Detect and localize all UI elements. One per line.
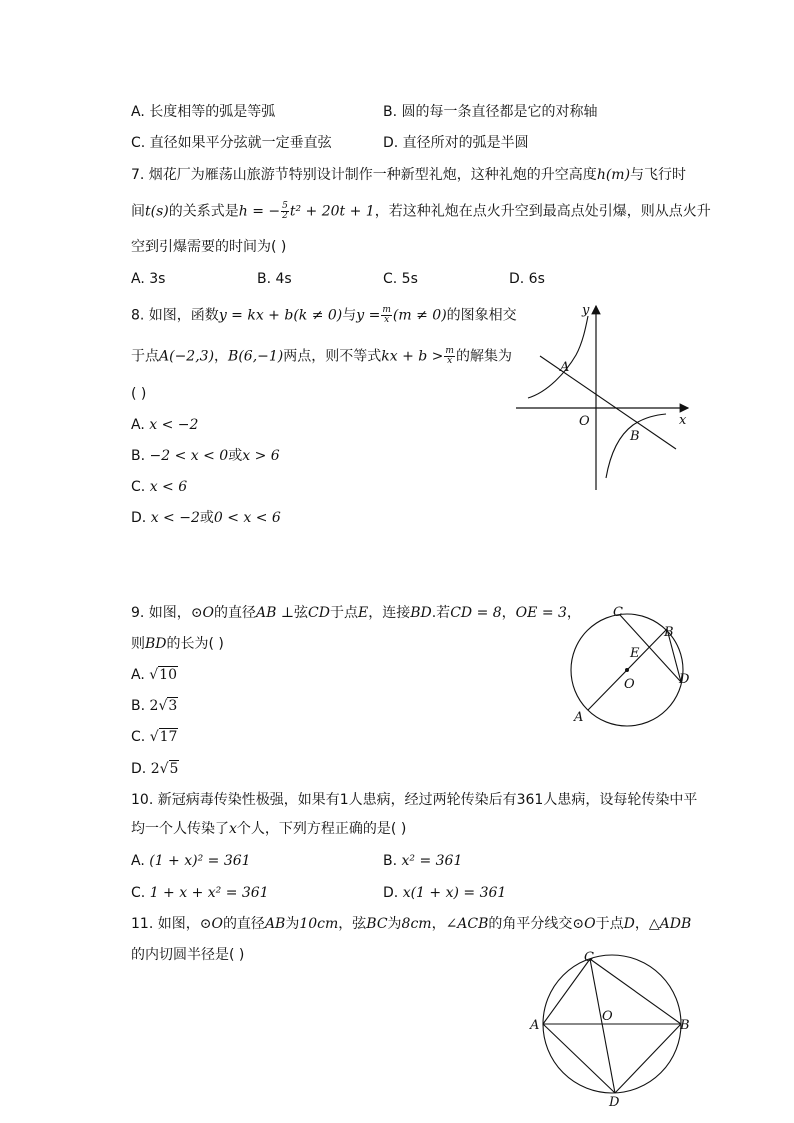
label-a: A [530, 1018, 540, 1033]
point-a-label: A [560, 360, 570, 375]
q7-line-1: 7. 烟花厂为雁荡山旅游节特别设计制作一种新型礼炮，这种礼炮的升空高度h(m)与飞行时 [131, 167, 687, 183]
label-o: O [602, 1009, 613, 1024]
label-b: B [664, 625, 674, 640]
q6-option-b: B. 圆的每一条直径都是它的对称轴 [383, 104, 598, 120]
q10-option-a: A. (1 + x)² = 361 [131, 853, 251, 869]
q8-option-a: A. x < −2 [131, 417, 199, 433]
q10-option-c: C. 1 + x + x² = 361 [131, 885, 269, 901]
label-d: D [609, 1095, 620, 1110]
q7-line-2: 间t(s)的关系式是h = − $\frac{5}{2}$ t² + 20t + 1，若这种礼炮在点火升空到最高点处引爆，则从点火升 [131, 201, 711, 221]
q6-option-c: C. 直径如果平分弦就一定垂直弦 [131, 135, 332, 151]
label-c: C [584, 950, 594, 965]
q9-option-d: D. 2√5 [131, 761, 179, 777]
q7-option-a: A. 3s [131, 271, 166, 287]
x-axis-label: x [679, 413, 687, 428]
q7-option-c: C. 5s [383, 271, 418, 287]
q10-line-1: 10. 新冠病毒传染性极强，如果有1人患病，经过两轮传染后有361人患病，设每轮传染中平 [131, 792, 698, 808]
q8-option-c: C. x < 6 [131, 479, 188, 495]
q10-line-2: 均一个人传染了x个人，下列方程正确的是( ) [131, 821, 407, 837]
q8-line-3: ( ) [131, 386, 147, 402]
label-e: E [630, 646, 640, 661]
q10-option-b: B. x² = 361 [383, 853, 463, 869]
q6-option-d: D. 直径所对的弧是半圆 [383, 135, 529, 151]
q10-option-d: D. x(1 + x) = 361 [383, 885, 507, 901]
q9-line-2: 则BD的长为( ) [131, 636, 224, 652]
label-o: O [624, 677, 635, 692]
q11-line-1: 11. 如图，⊙O的直径AB为10cm，弦BC为8cm，∠ACB的角平分线交⊙O于点D，△ADB [131, 916, 692, 932]
origin-label: O [579, 414, 590, 429]
q8-line-1: 8. 如图，函数y = kx + b(k ≠ 0)与y = $\frac{m}{x}$ (m ≠ 0)的图象相交 [131, 305, 517, 325]
chord-ac [543, 959, 590, 1024]
q9-option-a: A. √10 [131, 667, 177, 683]
q8-line-2: 于点A(−2,3)，B(6,−1)两点，则不等式kx + b > $\frac{m}{x}$ 的解集为 [131, 346, 512, 366]
q7-option-d: D. 6s [509, 271, 545, 287]
q7-option-b: B. 4s [257, 271, 292, 287]
q7-line-3: 空到引爆需要的时间为( ) [131, 239, 287, 255]
q6-option-a: A. 长度相等的弧是等弧 [131, 104, 276, 120]
label-a: A [574, 710, 584, 725]
q8-option-b: B. −2 < x < 0或x > 6 [131, 448, 280, 464]
q9-line-1: 9. 如图，⊙O的直径AB ⊥弦CD于点E，连接BD.若CD = 8，OE = 3， [131, 605, 581, 621]
y-axis-label: y [582, 303, 590, 318]
q11-line-2: 的内切圆半径是( ) [131, 947, 245, 963]
q9-option-c: C. √17 [131, 729, 178, 745]
q9-option-b: B. 2√3 [131, 698, 178, 714]
point-b-label: B [630, 429, 640, 444]
label-d: D [679, 672, 690, 687]
label-b: B [680, 1018, 690, 1033]
fraction-5-2: $\frac{5}{2}$ [282, 201, 288, 221]
q8-option-d: D. x < −2或0 < x < 6 [131, 510, 281, 526]
label-c: C [613, 605, 623, 620]
